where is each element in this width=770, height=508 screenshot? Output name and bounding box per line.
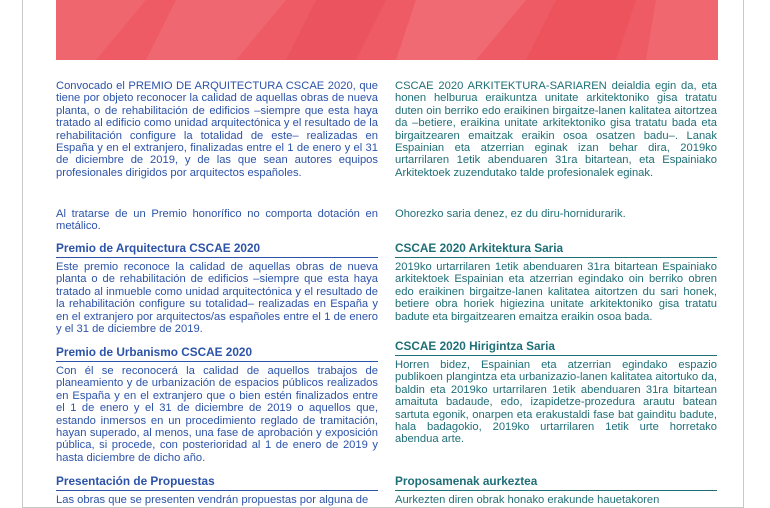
eu-honorary-block — [395, 208, 717, 220]
header-banner — [56, 0, 718, 60]
eu-architecture-heading: CSCAE 2020 Arkitektura Saria — [395, 241, 564, 255]
eu-proposals-paragraph: Aurkezten diren obrak honako erakunde hauetakoren — [395, 494, 660, 506]
es-proposals-rule — [56, 490, 378, 491]
eu-urbanism-paragraph: Horren bidez, Espainian eta atzerrian egindako espazio publikoen plangintza eta urbanizazio-lanen kalitatea aitortuko da, baldin eta 2019ko urtarrilaren 1etik abenduaren 31ra bitartean amaituta badaude, edo, izapidetze-prozedura arautu batean sartuta egonik, onarpen eta erakustaldi fase bat gainditu badute, hala badagokio, 2019ko urtarrilaren 1etik urte horretako abendua arte. — [395, 359, 717, 446]
banner-pattern — [56, 0, 718, 60]
es-architecture-section — [56, 241, 378, 335]
es-architecture-paragraph: Este premio reconoce la calidad de aquellas obras de nueva planta o de rehabilitación de edificios –siempre que esta haya tratado al inmueble como unidad arquitectónica y el resultado de la rehabilitación configure su totalidad– realizadas en España y en el extranjero por arquitectos/as españoles entre el 1 de enero y el 31 de diciembre de 2019. — [56, 261, 378, 336]
eu-architecture-paragraph: 2019ko urtarrilaren 1etik abenduaren 31ra bitartean Espainiako arkitektoek Espainian eta atzerrian egindako oin berriko obren edo eraikinen birgaitze-lanen kalitatea aitortzen du sari honek, betiere obra horiek higiezina unitate arkitektoniko gisa tratatu badute eta birgaitzearen emaitza eraikin osoa bada. — [395, 261, 717, 323]
es-architecture-heading: Premio de Arquitectura CSCAE 2020 — [56, 241, 261, 255]
es-urbanism-rule — [56, 361, 378, 362]
eu-proposals-section — [395, 474, 717, 506]
eu-architecture-section — [395, 241, 717, 323]
es-urbanism-paragraph: Con él se reconocerá la calidad de aquellos trabajos de planeamiento y de urbanización de espacios públicos realizados en España y en el extranjero que o bien estén finalizados entre el 1 de enero y el 31 de diciembre de 2019 o aquellos que, estando inmersos en un procedimiento reglado de tramitación, hayan superado, al menos, una fase de aprobación y exposición pública, si procede, con posterioridad al 1 de enero de 2019 y hasta diciembre de dicho año. — [56, 365, 378, 464]
es-honorary-block — [56, 208, 378, 233]
es-honorary-paragraph: Al tratarse de un Premio honorífico no comporta dotación en metálico. — [56, 208, 378, 233]
eu-honorary-paragraph: Ohorezko saria denez, ez du diru-hornidurarik. — [395, 208, 626, 220]
eu-intro-paragraph: CSCAE 2020 ARKITEKTURA-SARIAREN deialdia egin da, eta honen helburua eraikuntza unitate arkitektoniko gisa tratatu duten oin berriko edo eraikinen birgaitze-lanen kalitatea aitortzea da –betiere, eraikina unitate arkitektoniko gisa tratatu bada eta birgaitzearen emaitzak eraikin osoa osatzen badu–. Lanak Espainian eta atzerrian eginak izan behar dira, 2019ko urtarrilaren 1etik abenduaren 31ra bitartean, eta Espainiako Arkitektoek zuzendutako talde profesionalek eginak. — [395, 80, 717, 179]
eu-architecture-rule — [395, 257, 717, 258]
eu-urbanism-rule — [395, 355, 717, 356]
es-proposals-heading: Presentación de Propuestas — [56, 474, 215, 488]
eu-urbanism-heading: CSCAE 2020 Hirigintza Saria — [395, 339, 555, 353]
eu-intro-block — [395, 80, 717, 179]
eu-proposals-rule — [395, 490, 717, 491]
eu-proposals-heading: Proposamenak aurkeztea — [395, 474, 538, 488]
es-intro-paragraph: Convocado el PREMIO DE ARQUITECTURA CSCAE 2020, que tiene por objeto reconocer la calidad de aquellas obras de nueva planta, o de rehabilitación de edificios –siempre que esta haya tratado al edificio como unidad arquitectónica y el resultado de la rehabilitación configure la totalidad de este– realizadas en España y en el extranjero, finalizadas entre el 1 de enero y el 31 de diciembre de 2019, y de las que sean autores equipos profesionales dirigidos por arquitectos españoles. — [56, 80, 378, 179]
eu-urbanism-section — [395, 339, 717, 446]
es-architecture-rule — [56, 257, 378, 258]
es-proposals-section — [56, 474, 378, 506]
es-urbanism-heading: Premio de Urbanismo CSCAE 2020 — [56, 345, 253, 359]
es-intro-block — [56, 80, 378, 179]
es-proposals-paragraph: Las obras que se presenten vendrán propuestas por alguna de — [56, 494, 369, 506]
es-urbanism-section — [56, 345, 378, 464]
